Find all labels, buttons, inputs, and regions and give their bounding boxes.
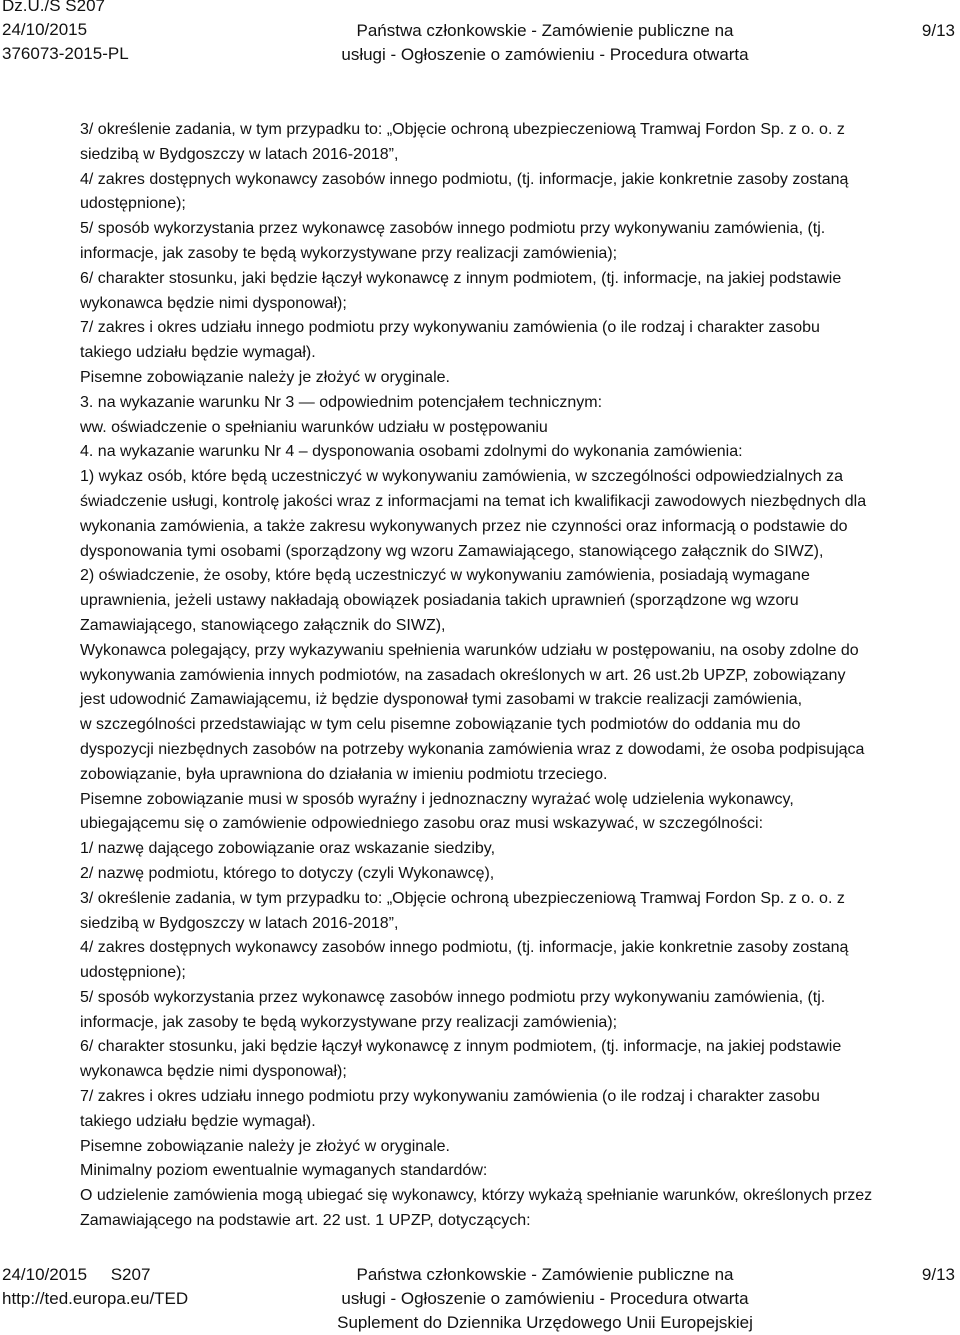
body-line: informacje, jak zasoby te będą wykorzystywane przy realizacji zamówienia);: [80, 1013, 618, 1031]
body-line: 4. na wykazanie warunku Nr 4 – dysponowania osobami zdolnymi do wykonania zamówienia:: [80, 443, 743, 461]
body-line: siedzibą w Bydgoszczy w latach 2016-2018”,: [80, 145, 399, 163]
body-line: dyspozycji niezbędnych zasobów na potrzeby wykonania zamówienia wraz z dowodami, że osoba podpisująca: [80, 740, 865, 758]
header-title-line: Państwa członkowskie - Zamówienie publiczne na: [356, 21, 734, 40]
header-reference: [2, 0, 129, 66]
body-line: Zamawiającego, stanowiącego załącznik do SIWZ),: [80, 616, 446, 634]
footer-url-link[interactable]: http://ted.europa.eu/TED: [2, 1289, 189, 1308]
body-line: w szczególności przedstawiając w tym celu pisemne zobowiązanie tych podmiotów do oddania mu do: [80, 716, 801, 734]
body-line: Minimalny poziom ewentualnie wymaganych standardów:: [80, 1162, 488, 1180]
body-line: 4/ zakres dostępnych wykonawcy zasobów innego podmiotu, (tj. informacje, jakie konkretnie zasoby zostaną: [80, 939, 849, 957]
body-line: wykonania zamówienia, a także zakresu wykonywanych przez nie czynności oraz informacją o podstawie do: [80, 517, 848, 535]
body-line: O udzielenie zamówienia mogą ubiegać się wykonawcy, którzy wykażą spełnianie warunków, określonych przez: [80, 1187, 873, 1205]
body-line: Wykonawca polegający, przy wykazywaniu spełnienia warunków udziału w postępowaniu, na osoby zdolne do: [80, 641, 859, 659]
document-body: [80, 118, 960, 1234]
header-notice-number: 376073-2015-PL: [2, 44, 129, 63]
body-line: udostępnione);: [80, 964, 186, 982]
footer-title-line: usługi - Ogłoszenie o zamówieniu - Procedura otwarta: [341, 1289, 749, 1308]
body-line: 3/ określenie zadania, w tym przypadku to: „Objęcie ochroną ubezpieczeniową Tramwaj Fordon Sp. z o. o. z: [80, 121, 845, 138]
body-line: 3. na wykazanie warunku Nr 3 — odpowiednim potencjałem technicznym:: [80, 393, 603, 411]
body-line: jest udowodnić Zamawiającemu, iż będzie dysponował tymi zasobami w trakcie realizacji zamówienia,: [80, 691, 803, 709]
footer-title-line: Państwa członkowskie - Zamówienie publiczne na: [356, 1265, 734, 1284]
body-line: uprawnienia, jeżeli ustawy nakładają obowiązek posiadania takich uprawnień (sporządzone wg wzoru: [80, 592, 799, 610]
body-line: Pisemne zobowiązanie musi w sposób wyraźny i jednoznaczny wyrażać wolę udzielenia wykonawcy,: [80, 790, 794, 808]
body-line: informacje, jak zasoby te będą wykorzystywane przy realizacji zamówienia);: [80, 244, 618, 262]
header-date: 24/10/2015: [2, 20, 88, 39]
body-line: takiego udziału będzie wymagał).: [80, 344, 316, 362]
header-journal-ref: Dz.U./S S207: [2, 0, 105, 15]
header-title-line: usługi - Ogłoszenie o zamówieniu - Procedura otwarta: [341, 45, 749, 64]
body-line: 2) oświadczenie, że osoby, które będą uczestniczyć w wykonywaniu zamówienia, posiadają wymagane: [80, 567, 810, 585]
body-line: zobowiązanie, była uprawniona do działania w imieniu podmiotu trzeciego.: [80, 765, 608, 783]
body-line: udostępnione);: [80, 195, 186, 213]
body-line: 6/ charakter stosunku, jaki będzie łączył wykonawcę z innym podmiotem, (tj. informacje, na jakiej podstawie: [80, 269, 842, 287]
body-line: wykonywania zamówienia innych podmiotów, na zasadach określonych w art. 26 ust.2b UPZP, zobowiązany: [80, 666, 846, 684]
body-line: 1/ nazwę dającego zobowiązanie oraz wskazanie siedziby,: [80, 840, 496, 858]
body-line: 7/ zakres i okres udziału innego podmiotu przy wykonywaniu zamówienia (o ile rodzaj i charakter zasobu: [80, 1088, 820, 1106]
body-line: 7/ zakres i okres udziału innego podmiotu przy wykonywaniu zamówienia (o ile rodzaj i charakter zasobu: [80, 319, 820, 337]
footer-title: [305, 1263, 785, 1335]
body-line: 4/ zakres dostępnych wykonawcy zasobów innego podmiotu, (tj. informacje, jakie konkretnie zasoby zostaną: [80, 170, 849, 188]
body-line: 1) wykaz osób, które będą uczestniczyć w wykonywaniu zamówienia, w szczególności odpowiedzialnych za: [80, 468, 844, 486]
body-line: wykonawca będzie nimi dysponował);: [80, 1063, 347, 1081]
header-title: [305, 19, 785, 67]
body-line: ubiegającemu się o zamówienie odpowiedniego zasobu oraz musi wskazywać, w szczególności:: [80, 815, 764, 833]
body-line: Pisemne zobowiązanie należy je złożyć w oryginale.: [80, 368, 450, 386]
footer-date-issue: 24/10/2015 S207: [2, 1265, 151, 1284]
footer-supplement-line: Suplement do Dziennika Urzędowego Unii Europejskiej: [337, 1313, 753, 1332]
body-line: siedzibą w Bydgoszczy w latach 2016-2018”,: [80, 914, 399, 932]
body-line: Zamawiającego na podstawie art. 22 ust. 1 UPZP, dotyczących:: [80, 1212, 531, 1230]
body-line: dysponowania tymi osobami (sporządzony wg wzoru Zamawiającego, stanowiącego załącznik do SIWZ),: [80, 542, 824, 560]
body-line: wykonawca będzie nimi dysponował);: [80, 294, 347, 312]
body-line: świadczenie usługi, kontrolę jakości wraz z informacjami na temat ich kwalifikacji zawodowych niezbędnych dla: [80, 492, 867, 510]
body-line: takiego udziału będzie wymagał).: [80, 1112, 316, 1130]
footer-page-number: 9/13: [921, 1265, 955, 1284]
body-line: ww. oświadczenie o spełnianiu warunków udziału w postępowaniu: [80, 418, 548, 436]
body-line: 2/ nazwę podmiotu, którego to dotyczy (czyli Wykonawcę),: [80, 864, 495, 882]
body-line: Pisemne zobowiązanie należy je złożyć w oryginale.: [80, 1137, 450, 1155]
footer-reference: [2, 1263, 188, 1311]
body-line: 3/ określenie zadania, w tym przypadku to: „Objęcie ochroną ubezpieczeniową Tramwaj Fordon Sp. z o. o. z: [80, 889, 845, 907]
header-page-number: 9/13: [921, 21, 955, 40]
body-line: 5/ sposób wykorzystania przez wykonawcę zasobów innego podmiotu przy wykonywaniu zamówienia, (tj.: [80, 988, 826, 1006]
body-line: 5/ sposób wykorzystania przez wykonawcę zasobów innego podmiotu przy wykonywaniu zamówienia, (tj.: [80, 220, 826, 238]
body-line: 6/ charakter stosunku, jaki będzie łączył wykonawcę z innym podmiotem, (tj. informacje, na jakiej podstawie: [80, 1038, 842, 1056]
